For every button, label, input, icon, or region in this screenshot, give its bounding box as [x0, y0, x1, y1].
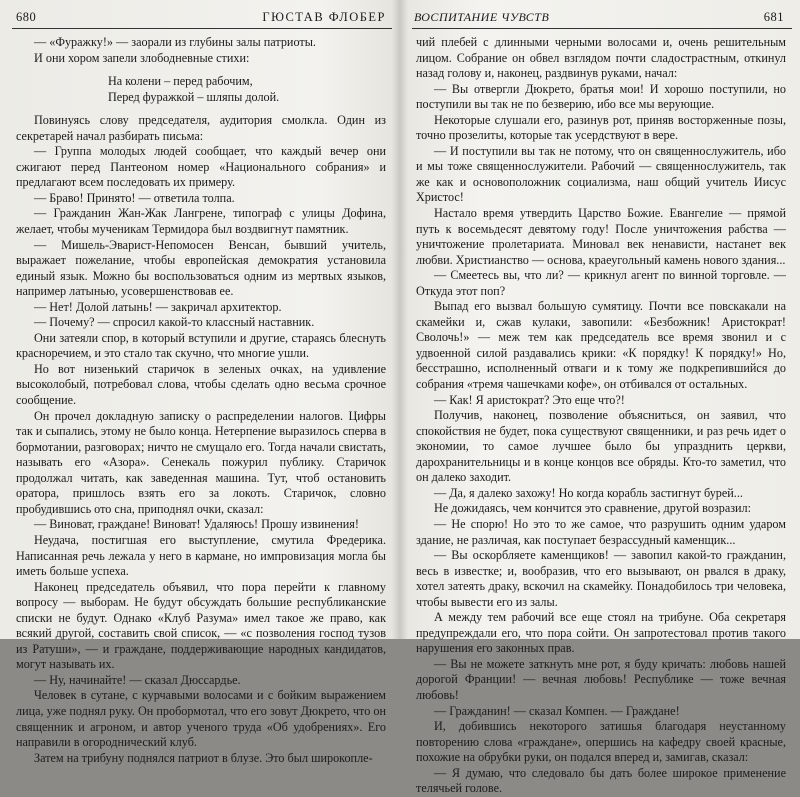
paragraph: — Вы оскорбляете каменщиков! — завопил какой-то гражданин, весь в известке; и, вообразив, что его вызывают, он рвался в драку, хотел затеять драку, вскочил на скамейку. Понадобилось три человека, чтобы вывести его из залы. — [416, 548, 786, 609]
right-page-header — [412, 8, 792, 29]
paragraph: — Ну, начинайте! — сказал Дюссардье. — [34, 672, 241, 687]
verse-line: Перед фуражкой – шляпы долой. — [108, 89, 280, 104]
paragraph: Он прочел докладную записку о распределении налогов. Цифры так и сыпались, этому не было конца. Нетерпение выразилось сперва в бормотании, разговорах; ничто не смущало его. Тогда начали свистать, называть его «Азора». Сенекаль пожурил публику. Старичок продолжал читать, как заведенная машина. Тут, чтоб остановить оратора, пришлось взять его за локоть. Старичок, словно пробудившись ото сна, приподнял очки, сказал: — [16, 408, 386, 516]
paragraph: — Браво! Принято! — ответила толпа. — [34, 190, 235, 205]
paragraph: Затем на трибуну поднялся патриот в блузе. Это был широкопле- — [34, 750, 373, 765]
paragraph: — Гражданин! — сказал Компен. — Граждане! — [434, 703, 680, 718]
left-page-header — [12, 8, 392, 29]
page-number: 681 — [763, 10, 784, 24]
verse-line: На колени – перед рабочим, — [108, 74, 253, 89]
right-page-body — [416, 35, 786, 797]
right-page — [412, 8, 792, 796]
paragraph: — Вы не можете заткнуть мне рот, я буду кричать: любовь нашей дорогой Франции! — вечная любовь! Республике — тоже вечная любовь! — [416, 656, 786, 702]
paragraph: Неудача, постигшая его выступление, смутила Фредерика. Написанная речь лежала у него в кармане, но импровизация могла бы иметь больше успеха. — [16, 532, 386, 579]
paragraph: — Виноват, граждане! Виноват! Удаляюсь! Прошу извинения! — [34, 517, 359, 532]
paragraph: Человек в сутане, с курчавыми волосами и с бойким выражением лица, уже поднял руку. Он пробормотал, что его зовут Дюкрето, что он священник и агроном, и автор ученого труда «Об удобрениях». Его направили в огороднический клуб. — [16, 688, 386, 750]
paragraph: — Гражданин Жан-Жак Лангрене, типограф с улицы Дофина, желает, чтобы мученикам Термидора был воздвигнут памятник. — [16, 206, 386, 237]
paragraph: Получив, наконец, позволение объясниться, он заявил, что спокойствия не будет, пока существуют священники, и раз речь идет о экономии, то самое лучшее было бы упразднить церкви, дарохранительницы и в конце концов все обряды. Кто-то заметил, что он далеко заходит. — [416, 408, 786, 485]
left-page — [12, 8, 392, 765]
left-page-body — [16, 35, 386, 766]
paragraph: — Смеетесь вы, что ли? — крикнул агент по винной торговле. — Откуда этот поп? — [416, 268, 786, 298]
paragraph: — Группа молодых людей сообщает, что каждый вечер они сжигают перед Пантеоном номер «Национального собрания» и предлагают всем последовать их примеру. — [16, 144, 386, 190]
paragraph: И, добившись некоторого затишья благодаря неустанному повторению слова «граждане», опершись на кафедру своей красные, похожие на обрубки руки, он подался вперед и, замигав, сказал: — [416, 719, 786, 765]
paragraph: — Я думаю, что следовало бы дать более широкое применение телячьей голове. — [416, 765, 786, 796]
paragraph: — Не спорю! Но это то же самое, что разрушить одним ударом здание, не различая, как поступает безрассудный каменщик... — [416, 516, 786, 547]
paragraph: — Да, я далеко захожу! Но когда корабль застигнут бурей... — [434, 485, 743, 500]
paragraph: Не дожидаясь, чем кончится это сравнение, другой возразил: — [434, 501, 752, 516]
page-number: 680 — [16, 10, 37, 24]
paragraph: Они затеяли спор, в который вступили и другие, стараясь блеснуть красноречием, и это стало так скучно, что многие ушли. — [16, 330, 386, 361]
paragraph: — Мишель-Эварист-Непомосен Венсан, бывший учитель, выражает пожелание, чтобы европейская демократия установила единый язык. Можно бы воспользоваться одним из мертвых языков, например латынью, усовершенствовав ее. — [16, 237, 386, 299]
running-head-title: ВОСПИТАНИЕ ЧУВСТВ — [414, 10, 550, 24]
paragraph: — Как! Я аристократ? Это еще что?! — [434, 392, 625, 407]
paragraph: — Вы отвергли Дюкрето, братья мои! И хорошо поступили, но поступили вы так не по безверию, ибо все мы верующие. — [416, 81, 786, 112]
paragraph: Некоторые слушали его, разинув рот, приняв восторженные позы, точно прозелиты, которые так усердствуют в вере. — [416, 112, 786, 143]
paragraph: — «Фуражку!» — заорали из глубины залы патриоты. — [34, 35, 316, 49]
paragraph: — Нет! Долой латынь! — закричал архитектор. — [34, 299, 282, 314]
paragraph: Настало время утвердить Царство Божие. Евангелие — прямой путь к восемьдесят девятому году! После уничтожения рабства — уничтожение пролетариата. Миновал век ненависти, настанет век любви. Христианство — основа, краеугольный камень нового здания... — [416, 206, 786, 267]
running-head-author: ГЮСТАВ ФЛОБЕР — [262, 10, 386, 24]
paragraph: А между тем рабочий все еще стоял на трибуне. Оба секретаря предупреждали его, что пора сойти. Он запротестовал против такого нарушения его законных прав. — [416, 610, 786, 656]
paragraph: Наконец председатель объявил, что пора перейти к главному вопросу — выборам. Не будут обсуждать большие республиканские списки не будут. Однако «Клуб Разума» имел такое же право, как всякий другой, составить свой список, — «с позволения господ тузов из Ратуши», — и граждане, поддерживающие народных кандидатов, могут называть их. — [16, 579, 386, 672]
paragraph: Но вот низенький старичок в зеленых очках, на удивление высоколобый, потребовал слова, чтобы сделать одно весьма срочное сообщение. — [16, 361, 386, 408]
paragraph: — И поступили вы так не потому, что он священнослужитель, ибо и мы тоже священнослужители. Рабочий — священнослужитель, так же как и основоположник социализма, наш общий учитель Иисус Христос! — [416, 143, 786, 205]
paragraph: — Почему? — спросил какой-то классный наставник. — [34, 315, 315, 330]
paragraph: чий плебей с длинными черными волосами и, очень решительным лицом. Собрание он обвел взглядом почти сладострастным, откинул назад голову и, наконец, раздвинув руками, начал: — [416, 35, 786, 81]
paragraph: Повинуясь слову председателя, аудитория смолкла. Один из секретарей начал разбирать письма: — [16, 113, 386, 143]
paragraph: Выпад его вызвал большую сумятицу. Почти все повскакали на скамейки и, сжав кулаки, завопили: «Безбожник! Аристократ! Сволочь!» — меж тем как председатель все время звонил и с удвоенной силой раздавались крики: «К порядку! К порядку!» Но, бесстрашно, исполненный отваги и к тому же подкрепившийся до собрания «тремя чашечками кофе», он отбивался от остальных. — [416, 299, 786, 392]
paragraph: И они хором запели злободневные стихи: — [34, 50, 250, 65]
